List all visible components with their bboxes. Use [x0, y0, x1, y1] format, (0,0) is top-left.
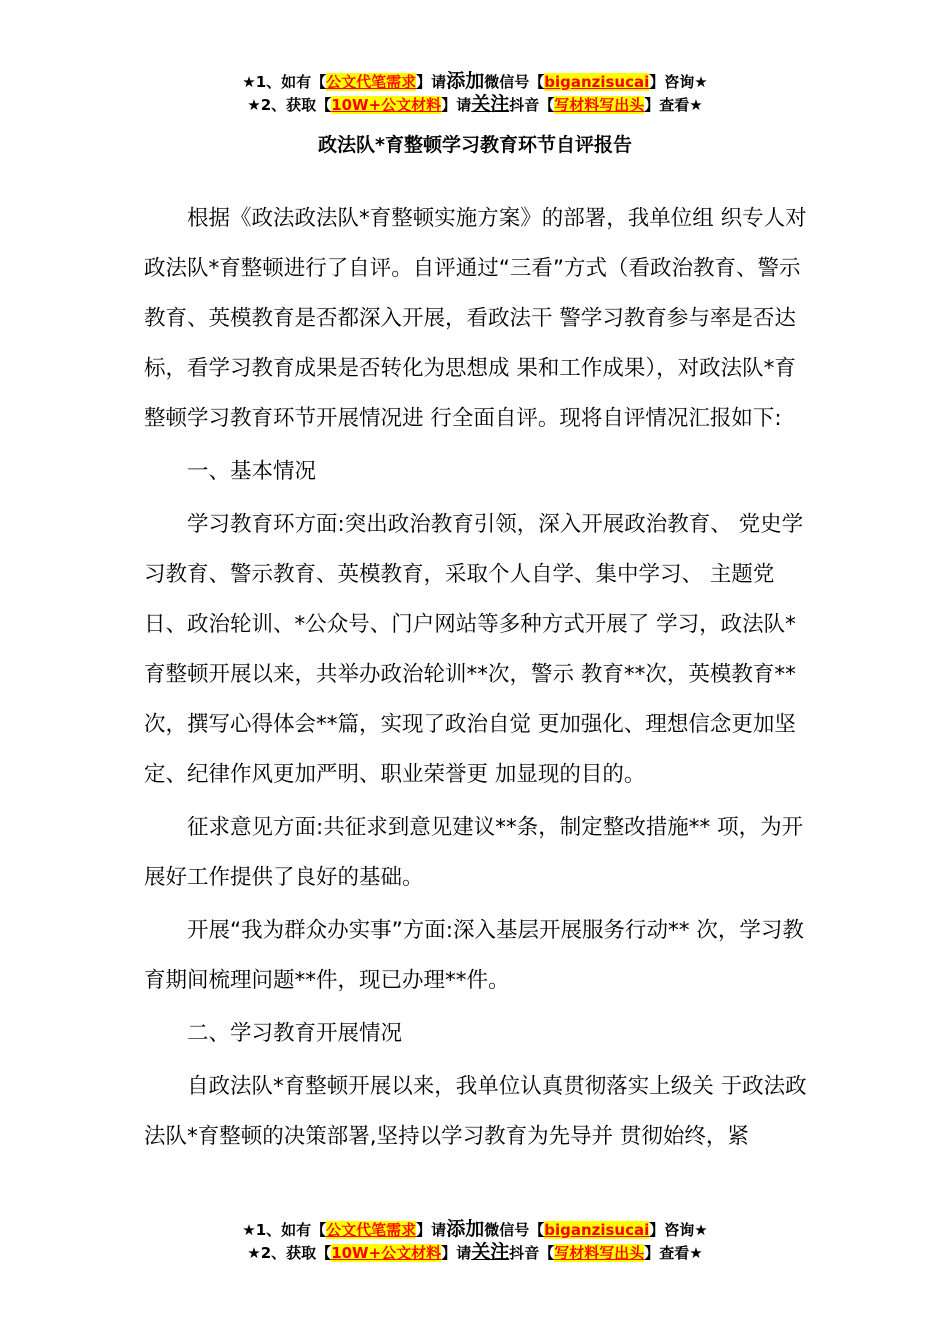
promo-text: 微信号【 — [484, 1221, 545, 1239]
promo-line-1 — [0, 70, 950, 93]
promo-highlight: 10W+公文材料 — [331, 1244, 442, 1262]
promo-text: 】查看★ — [644, 96, 703, 114]
promo-emphasis: 添加 — [446, 70, 485, 92]
promo-text: ★1、如有【 — [242, 73, 327, 91]
promo-text: 】咨询★ — [649, 1221, 708, 1239]
promo-banner-top — [0, 70, 950, 116]
promo-highlight: biganzisucai — [544, 73, 650, 91]
promo-highlight: 公文代笔需求 — [326, 1221, 417, 1239]
document-title: 政法队*育整顿学习教育环节自评报告 — [318, 134, 632, 156]
promo-highlight: 写材料写出头 — [554, 1244, 645, 1262]
promo-text: 】请 — [416, 1221, 447, 1239]
promo-text: 】咨询★ — [649, 73, 708, 91]
paragraph-opinions: 征求意见方面:共征求到意见建议**条，制定整改措施** 项，为开展好工作提供了良好的基础。 — [144, 815, 804, 890]
promo-text: 】请 — [441, 1244, 472, 1262]
promo-line-2 — [0, 1241, 950, 1264]
promo-text: 抖音【 — [509, 96, 555, 114]
paragraph-study: 学习教育环方面:突出政治教育引领，深入开展政治教育、 党史学习教育、警示教育、英模教育，采取个人自学、集中学习、 主题党日、政治轮训、*公众号、门户网站等多种方式开展了 学习，政法队*育整顿开展以来，共举办政治轮训**次，警示 教育**次，英模教育**次，撰写心得体会**篇，实现了政治自觉 更加强化、理想信念更加坚定、纪律作风更加严明、职业荣誉更 加显现的目的。 — [144, 512, 804, 787]
promo-highlight: 公文代笔需求 — [326, 73, 417, 91]
promo-text: 微信号【 — [484, 73, 545, 91]
paragraph-intro: 根据《政法政法队*育整顿实施方案》的部署，我单位组 织专人对政法队*育整顿进行了自评。自评通过“三看”方式（看政治教育、警示教育、英模教育是否都深入开展，看政法干 警学习教育参与率是否达标，看学习教育成果是否转化为思想成 果和工作成果），对政法队*育整顿学习教育环节开展情况进 行全面自评。现将自评情况汇报如下: — [144, 206, 807, 431]
paragraph-progress: 自政法队*育整顿开展以来，我单位认真贯彻落实上级关 于政法政法队*育整顿的决策部署,坚持以学习教育为先导并 贯彻始终，紧 — [144, 1074, 807, 1149]
promo-highlight: 10W+公文材料 — [331, 96, 442, 114]
promo-line-1 — [0, 1218, 950, 1241]
promo-emphasis: 添加 — [446, 1218, 485, 1240]
promo-emphasis: 关注 — [471, 1241, 510, 1263]
paragraph-service: 开展“我为群众办实事”方面:深入基层开展服务行动** 次，学习教育期间梳理问题**件，现已办理**件。 — [144, 918, 804, 993]
promo-banner-bottom — [0, 1218, 950, 1264]
promo-highlight: biganzisucai — [544, 1221, 650, 1239]
section-heading-progress: 二、学习教育开展情况 — [187, 1021, 403, 1046]
promo-text: ★2、获取【 — [247, 96, 332, 114]
promo-highlight: 写材料写出头 — [554, 96, 645, 114]
promo-text: ★1、如有【 — [242, 1221, 327, 1239]
promo-text: 抖音【 — [509, 1244, 555, 1262]
promo-text: 】请 — [441, 96, 472, 114]
promo-emphasis: 关注 — [471, 93, 510, 115]
promo-line-2 — [0, 93, 950, 116]
promo-text: 】查看★ — [644, 1244, 703, 1262]
document-body — [144, 194, 816, 1165]
promo-text: ★2、获取【 — [247, 1244, 332, 1262]
section-heading-basic: 一、基本情况 — [187, 459, 317, 484]
promo-text: 】请 — [416, 73, 447, 91]
